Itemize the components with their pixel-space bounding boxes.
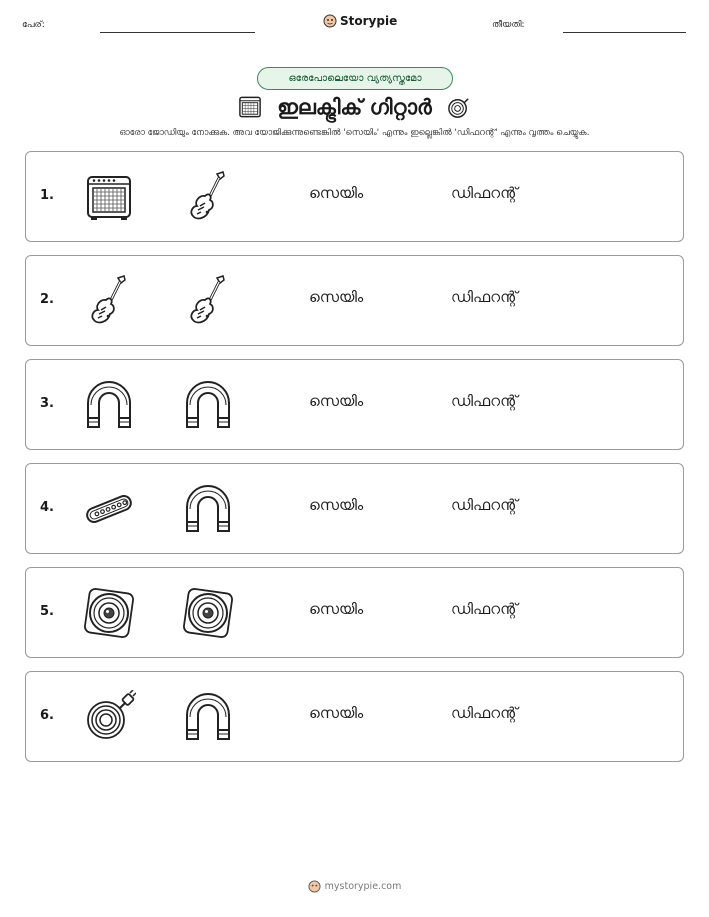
same-option[interactable]: സെയിം [309,288,364,306]
left-picture [82,690,136,744]
magnet-icon [181,482,235,536]
magnet-icon [181,690,235,744]
right-picture [181,170,235,224]
question-row [25,255,684,346]
different-option[interactable]: ഡിഫറന്റ് [451,288,518,306]
same-option[interactable]: സെയിം [309,496,364,514]
different-option[interactable]: ഡിഫറന്റ് [451,496,518,514]
question-number: 5. [40,604,54,619]
magnet-icon [82,378,136,432]
right-picture [181,690,235,744]
cable-icon [82,690,136,744]
instructions-text: ഓരോ ജോഡിയും നോക്കുക. അവ യോജിക്കുന്നുണ്ടെങ്കിൽ 'സെയിം' എന്നും ഇല്ലെങ്കിൽ 'ഡിഫറന്റ്' എന്നും വൃത്തം ചെയ്യുക. [119,128,590,138]
footer [0,880,709,893]
page-title: ഇലക്ട്രിക് ഗിറ്റാർ [277,94,432,119]
question-number: 2. [40,292,54,307]
left-picture [82,482,136,536]
right-picture [181,482,235,536]
right-picture [181,274,235,328]
worksheet-type-badge: ഒരേപോലെയോ വ്യത്യസ്തമോ [257,67,453,90]
left-picture [82,586,136,640]
footer-mascot-icon [308,880,321,893]
footer-url: mystorypie.com [324,881,402,892]
question-row [25,567,684,658]
brand-name: Storypie [340,14,398,28]
date-line[interactable] [563,32,686,33]
title-amplifier-icon [237,94,263,120]
same-option[interactable]: സെയിം [309,600,364,618]
speaker-icon [82,586,136,640]
same-option[interactable]: സെയിം [309,704,364,722]
title-row [0,92,709,122]
guitar-icon [82,274,136,328]
different-option[interactable]: ഡിഫറന്റ് [451,704,518,722]
magnet-icon [181,378,235,432]
brand-logo [323,14,397,28]
question-number: 3. [40,396,54,411]
right-picture [181,378,235,432]
storypie-mascot-icon [323,14,337,28]
left-picture [82,274,136,328]
pickup-icon [82,482,136,536]
worksheet-header [0,0,709,40]
right-picture [181,586,235,640]
question-number: 4. [40,500,54,515]
different-option[interactable]: ഡിഫറന്റ് [451,184,518,202]
speaker-icon [181,586,235,640]
question-row [25,671,684,762]
guitar-icon [181,274,235,328]
date-label: തീയതി: [492,20,525,30]
left-picture [82,170,136,224]
different-option[interactable]: ഡിഫറന്റ് [451,600,518,618]
name-label: പേര്: [22,20,45,30]
guitar-icon [181,170,235,224]
same-option[interactable]: സെയിം [309,392,364,410]
question-number: 6. [40,708,54,723]
question-row [25,463,684,554]
title-cable-icon [446,94,472,120]
amplifier-icon [82,170,136,224]
left-picture [82,378,136,432]
question-row [25,151,684,242]
question-number: 1. [40,188,54,203]
same-option[interactable]: സെയിം [309,184,364,202]
name-line[interactable] [100,32,255,33]
different-option[interactable]: ഡിഫറന്റ് [451,392,518,410]
question-row [25,359,684,450]
